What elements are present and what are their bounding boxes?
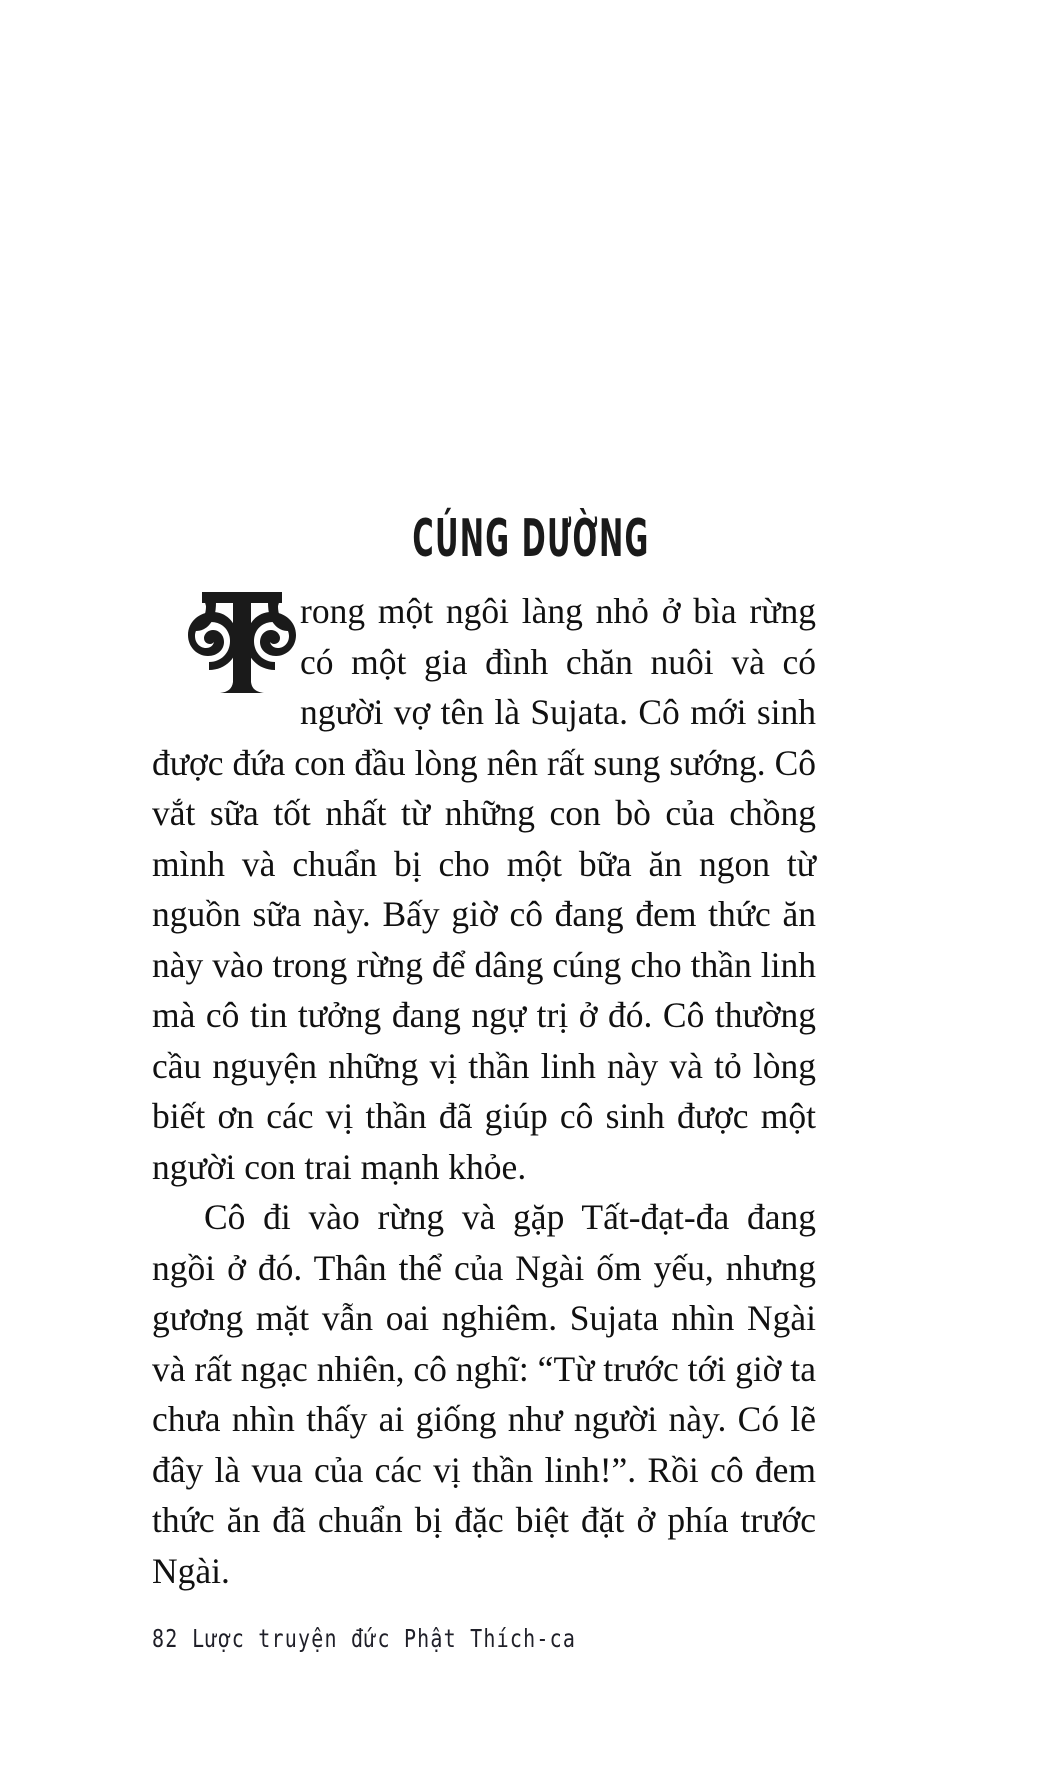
page-number: 82 bbox=[152, 1624, 179, 1653]
body-text-column bbox=[152, 586, 816, 1596]
page-footer bbox=[152, 1624, 576, 1653]
running-book-title: Lược truyện đức Phật Thích-ca bbox=[192, 1624, 577, 1653]
paragraph-2 bbox=[152, 1192, 816, 1596]
paragraph-2-text: Cô đi vào rừng và gặp Tất-đạt-đa đang ngồi ở đó. Thân thể của Ngài ốm yếu, nhưng gương mặt vẫn oai nghiêm. Sujata nhìn Ngài và rất ngạc nhiên, cô nghĩ: “Từ trước tới giờ ta chưa nhìn thấy ai giống như người này. Có lẽ đây là vua của các vị thần linh!”. Rồi cô đem thức ăn đã chuẩn bị đặc biệt đặt ở phía trước Ngài. bbox=[152, 1197, 816, 1591]
paragraph-1-text: rong một ngôi làng nhỏ ở bìa rừng có một gia đình chăn nuôi và có người vợ tên là Sujata. Cô mới sinh được đứa con đầu lòng nên rất sung sướng. Cô vắt sữa tốt nhất từ những con bò của chồng mình và chuẩn bị cho một bữa ăn ngon từ nguồn sữa này. Bấy giờ cô đang đem thức ăn này vào trong rừng để dâng cúng cho thần linh mà cô tin tưởng đang ngự trị ở đó. Cô thường cầu nguyện những vị thần linh này và tỏ lòng biết ơn các vị thần đã giúp cô sinh được một người con trai mạnh khỏe. bbox=[152, 591, 816, 1187]
paragraph-1 bbox=[152, 586, 816, 1192]
drop-cap-t-icon bbox=[188, 592, 296, 693]
page-title: CÚNG DƯỜNG bbox=[412, 508, 650, 569]
